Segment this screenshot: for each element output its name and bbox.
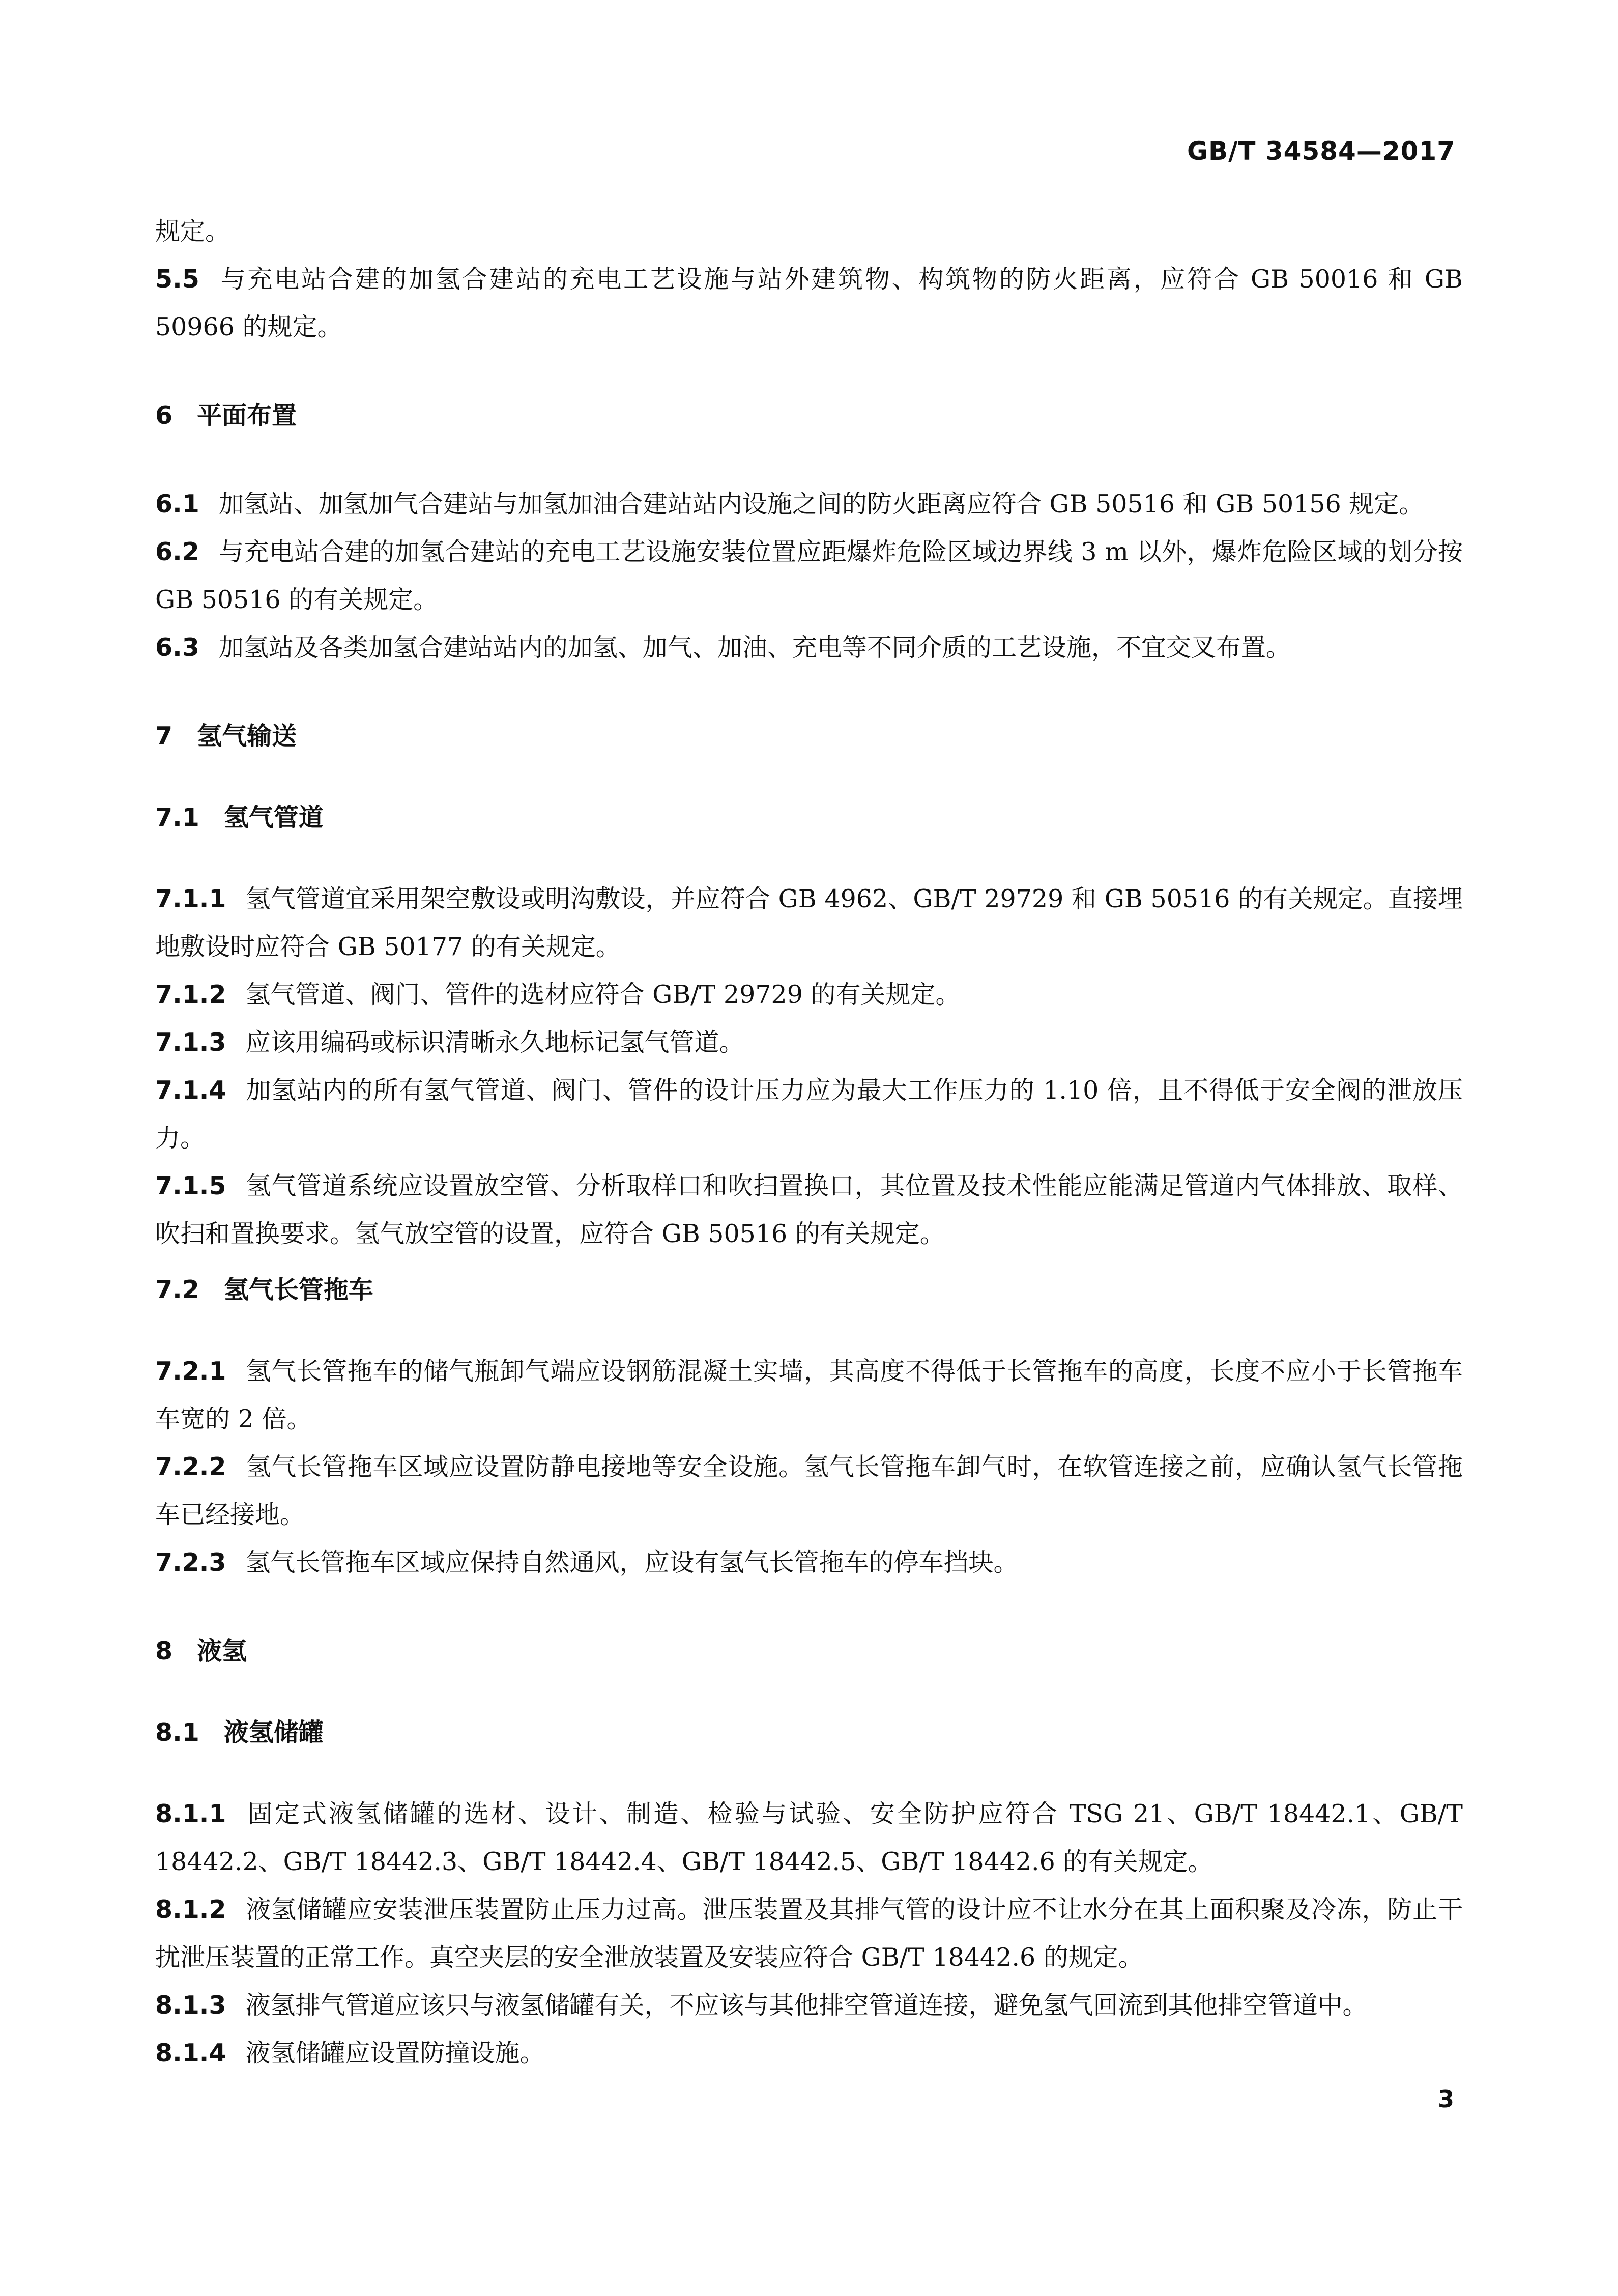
clause-number: 8.1.3 <box>155 1991 226 2020</box>
section-title: 平面布置 <box>197 401 297 430</box>
clause-6-3 <box>155 624 1463 672</box>
section-heading-7 <box>155 712 1463 760</box>
clause-text: 加氢站内的所有氢气管道、阀门、管件的设计压力应为最大工作压力的 1.10 倍，且不得低于安全阀的泄放压力。 <box>155 1076 1463 1153</box>
clause-number: 8.1.1 <box>155 1799 226 1828</box>
clause-text: 氢气长管拖车区域应设置防静电接地等安全设施。氢气长管拖车卸气时，在软管连接之前，应确认氢气长管拖车已经接地。 <box>155 1452 1463 1529</box>
section-heading-8 <box>155 1627 1463 1675</box>
clause-8-1-1 <box>155 1790 1463 1886</box>
subsection-number: 8.1 <box>155 1718 199 1747</box>
clause-text: 液氢储罐应设置防撞设施。 <box>245 2039 545 2068</box>
page-number: 3 <box>1437 2085 1454 2113</box>
document-body <box>155 208 1463 2077</box>
subsection-number: 7.1 <box>155 803 199 832</box>
section-title: 氢气输送 <box>197 722 297 751</box>
clause-6-1 <box>155 480 1463 528</box>
subsection-heading-7-2 <box>155 1266 1463 1314</box>
clause-7-2-3 <box>155 1539 1463 1587</box>
clause-text: 固定式液氢储罐的选材、设计、制造、检验与试验、安全防护应符合 TSG 21、GB/T 18442.1、GB/T 18442.2、GB/T 18442.3、GB/T 18442.4、GB/T 18442.5、GB/T 18442.6 的有关规定。 <box>155 1799 1463 1876</box>
clause-7-2-1 <box>155 1347 1463 1443</box>
clause-text: 液氢排气管道应该只与液氢储罐有关，不应该与其他排空管道连接，避免氢气回流到其他排空管道中。 <box>245 1991 1368 2020</box>
clause-7-2-2 <box>155 1443 1463 1539</box>
clause-text: 氢气长管拖车的储气瓶卸气端应设钢筋混凝土实墙，其高度不得低于长管拖车的高度，长度不应小于长管拖车车宽的 2 倍。 <box>155 1357 1463 1433</box>
clause-number: 7.1.1 <box>155 884 226 913</box>
subsection-number: 7.2 <box>155 1275 199 1304</box>
clause-text: 氢气长管拖车区域应保持自然通风，应设有氢气长管拖车的停车挡块。 <box>245 1548 1019 1577</box>
clause-number: 7.2.2 <box>155 1452 226 1481</box>
subsection-title: 氢气管道 <box>223 803 324 832</box>
clause-number: 7.1.3 <box>155 1028 226 1057</box>
clause-text: 与充电站合建的加氢合建站的充电工艺设施与站外建筑物、构筑物的防火距离，应符合 GB 50016 和 GB 50966 的规定。 <box>155 265 1463 341</box>
clause-number: 6.2 <box>155 537 199 566</box>
clause-text: 加氢站、加氢加气合建站与加氢加油合建站站内设施之间的防火距离应符合 GB 50516 和 GB 50156 规定。 <box>218 490 1424 519</box>
clause-number: 7.1.2 <box>155 980 226 1009</box>
clause-5-5 <box>155 255 1463 351</box>
subsection-title: 液氢储罐 <box>223 1718 324 1747</box>
clause-7-1-5 <box>155 1162 1463 1258</box>
section-number: 6 <box>155 401 173 430</box>
section-number: 8 <box>155 1637 173 1666</box>
clause-text: 应该用编码或标识清晰永久地标记氢气管道。 <box>245 1028 744 1057</box>
clause-number: 8.1.2 <box>155 1895 226 1924</box>
clause-number: 5.5 <box>155 265 199 294</box>
clause-7-1-3 <box>155 1019 1463 1067</box>
clause-8-1-4 <box>155 2029 1463 2077</box>
standard-number: GB/T 34584—2017 <box>1187 136 1455 166</box>
clause-text: 氢气管道宜采用架空敷设或明沟敷设，并应符合 GB 4962、GB/T 29729 和 GB 50516 的有关规定。直接埋地敷设时应符合 GB 50177 的有关规定。 <box>155 884 1463 961</box>
section-title: 液氢 <box>197 1637 247 1666</box>
clause-text: 与充电站合建的加氢合建站的充电工艺设施安装位置应距爆炸危险区域边界线 3 m 以外，爆炸危险区域的划分按 GB 50516 的有关规定。 <box>155 537 1463 614</box>
paragraph-text: 规定。 <box>155 217 230 246</box>
clause-number: 6.3 <box>155 633 199 662</box>
clause-number: 8.1.4 <box>155 2039 226 2068</box>
clause-7-1-1 <box>155 875 1463 971</box>
subsection-heading-7-1 <box>155 794 1463 842</box>
clause-text: 氢气管道系统应设置放空管、分析取样口和吹扫置换口，其位置及技术性能应能满足管道内气体排放、取样、吹扫和置换要求。氢气放空管的设置，应符合 GB 50516 的有关规定。 <box>155 1171 1463 1248</box>
clause-text: 液氢储罐应安装泄压装置防止压力过高。泄压装置及其排气管的设计应不让水分在其上面积聚及冷冻，防止干扰泄压装置的正常工作。真空夹层的安全泄放装置及安装应符合 GB/T 18442.6 的规定。 <box>155 1895 1463 1972</box>
clause-number: 7.2.3 <box>155 1548 226 1577</box>
clause-text: 加氢站及各类加氢合建站站内的加氢、加气、加油、充电等不同介质的工艺设施，不宜交叉布置。 <box>218 633 1291 662</box>
clause-8-1-2 <box>155 1886 1463 1982</box>
clause-text: 氢气管道、阀门、管件的选材应符合 GB/T 29729 的有关规定。 <box>245 980 961 1009</box>
clause-7-1-2 <box>155 971 1463 1019</box>
clause-number: 7.1.4 <box>155 1076 226 1105</box>
clause-number: 6.1 <box>155 490 199 519</box>
section-number: 7 <box>155 722 173 751</box>
paragraph-continuation <box>155 208 1463 255</box>
clause-6-2 <box>155 528 1463 624</box>
subsection-title: 氢气长管拖车 <box>223 1275 373 1304</box>
section-heading-6 <box>155 392 1463 440</box>
clause-number: 7.1.5 <box>155 1171 226 1200</box>
subsection-heading-8-1 <box>155 1709 1463 1757</box>
clause-8-1-3 <box>155 1982 1463 2029</box>
clause-7-1-4 <box>155 1067 1463 1162</box>
clause-number: 7.2.1 <box>155 1357 226 1386</box>
